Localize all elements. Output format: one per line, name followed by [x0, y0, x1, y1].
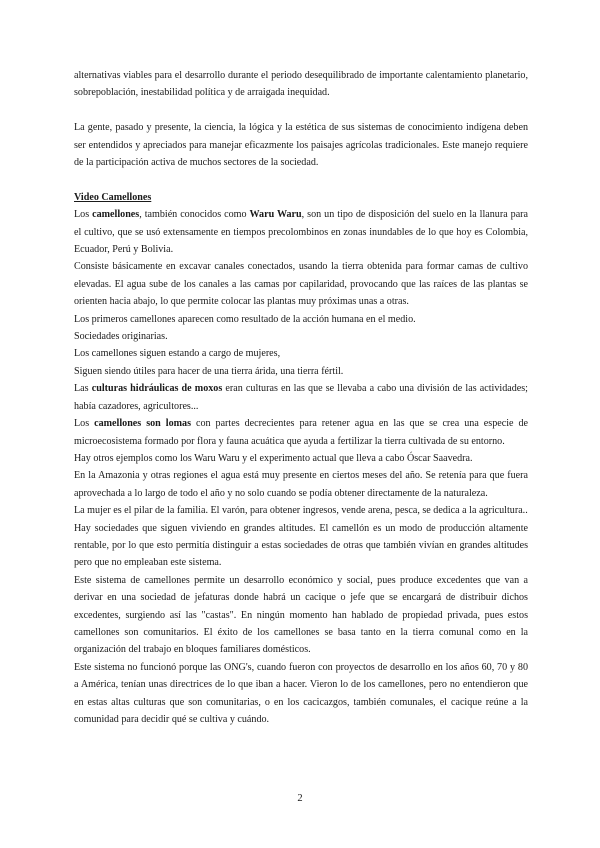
paragraph-intro-2: La gente, pasado y presente, la ciencia, la lógica y la estética de sus sistemas de conocimiento indígena deben ser entendidos y apreciados para manejar eficazmente los paisajes agrícolas tradicionales. Este manejo requiere de la participación activa de muchos sectores de la sociedad. [74, 122, 528, 169]
spacer [74, 171, 528, 188]
page-number: 2 [297, 793, 303, 804]
bold-term-camellones: camellones [92, 209, 140, 221]
text-run: eran culturas en las que se llevaba a cabo una división de las actividades; había cazadores, agricultores... [74, 383, 528, 412]
paragraph-13: Este sistema de camellones permite un desarrollo económico y social, pues produce excedentes que van a derivar en una sociedad de jefaturas donde habrá un cacique o jefe que se encargará de distribuir dichos excedentes, surgiendo así las "castas". En ningún momento han hablado de propiedad privada, pues estos camellones son comunitarios. El éxito de los camellones se basa tanto en la tierra comunal como en la organización del trabajo en bloques familiares domésticos. [74, 574, 528, 656]
paragraph-12: Hay sociedades que siguen viviendo en grandes altitudes. El camellón es un modo de producción altamente rentable, por lo que esto permitía distinguir a estas sociedades de otras que también vivían en grandes altitudes pero que no empleaban este sistema. [74, 522, 528, 569]
spacer [74, 102, 528, 119]
paragraph-camellones-lomas [74, 415, 528, 450]
bold-term-waru-waru: Waru Waru [249, 209, 302, 221]
paragraph-11: La mujer es el pilar de la familia. El varón, para obtener ingresos, vende arena, pesca, se dedica a la agricultura.. [74, 505, 528, 517]
paragraph-intro-1: alternativas viables para el desarrollo durante el periodo desequilibrado de importante calentamiento planetario, sobrepoblación, inestabilidad política y de arraigada inequidad. [74, 70, 528, 99]
section-heading: Video Camellones [74, 191, 152, 203]
text-run: , también conocidos como [139, 209, 250, 221]
paragraph-camellones-definition [74, 206, 528, 258]
paragraph-2: Consiste básicamente en excavar canales conectados, usando la tierra obtenida para formar camas de cultivo elevadas. El agua sube de los canales a las camas por capilaridad, provocando que las raíces de las plantas se orienten hacia abajo, lo que permite colocar las plantas muy próximas unas a otras. [74, 261, 528, 308]
text-run: Los [74, 418, 95, 430]
text-run: Los [74, 209, 93, 221]
text-run: con partes decrecientes para retener agua en las que se crea una especie de microecosistema formado por flora y fauna acuática que ayuda a fertilizar la tierra cultivada de su entorno. [74, 418, 528, 447]
paragraph-6: Siguen siendo útiles para hacer de una tierra árida, una tierra fértil. [74, 365, 344, 377]
bold-term-camellones-lomas: camellones son lomas [94, 418, 191, 430]
document-page [74, 67, 528, 728]
text-run: , son un tipo de disposición del suelo en la llanura para el cultivo, que se usó extensamente en tiempos precolombinos en zonas inundables de lo que hoy es Colombia, Ecuador, Perú y Bolivia. [74, 209, 529, 256]
paragraph-9: Hay otros ejemplos como los Waru Waru y el experimento actual que lleva a cabo Óscar Saavedra. [74, 452, 473, 464]
paragraph-10: En la Amazonia y otras regiones el agua está muy presente en ciertos meses del año. Se retenía para que fuera aprovechada a lo largo de todo el año y no solo cuando se podía obtener directamente de la naturaleza. [74, 470, 528, 499]
paragraph-5: Los camellones siguen estando a cargo de mujeres, [74, 348, 281, 360]
bold-term-culturas-hidraulicas: culturas hidráulicas de moxos [91, 383, 223, 395]
paragraph-14: Este sistema no funcionó porque las ONG's, cuando fueron con proyectos de desarrollo en los años 60, 70 y 80 a América, tenían unas directrices de lo que iban a hacer. Vieron lo de los camellones, pero no entendieron que en estas altas culturas que son comunitarias, o en los cacicazgos, también comunales, el cacique reúne a la comunidad para decidir qué se cultiva y cuándo. [74, 661, 528, 725]
paragraph-3: Los primeros camellones aparecen como resultado de la acción humana en el medio. [74, 313, 416, 325]
paragraph-culturas-hidraulicas [74, 380, 528, 415]
text-run: Las [74, 383, 92, 395]
paragraph-4: Sociedades originarias. [74, 331, 168, 343]
